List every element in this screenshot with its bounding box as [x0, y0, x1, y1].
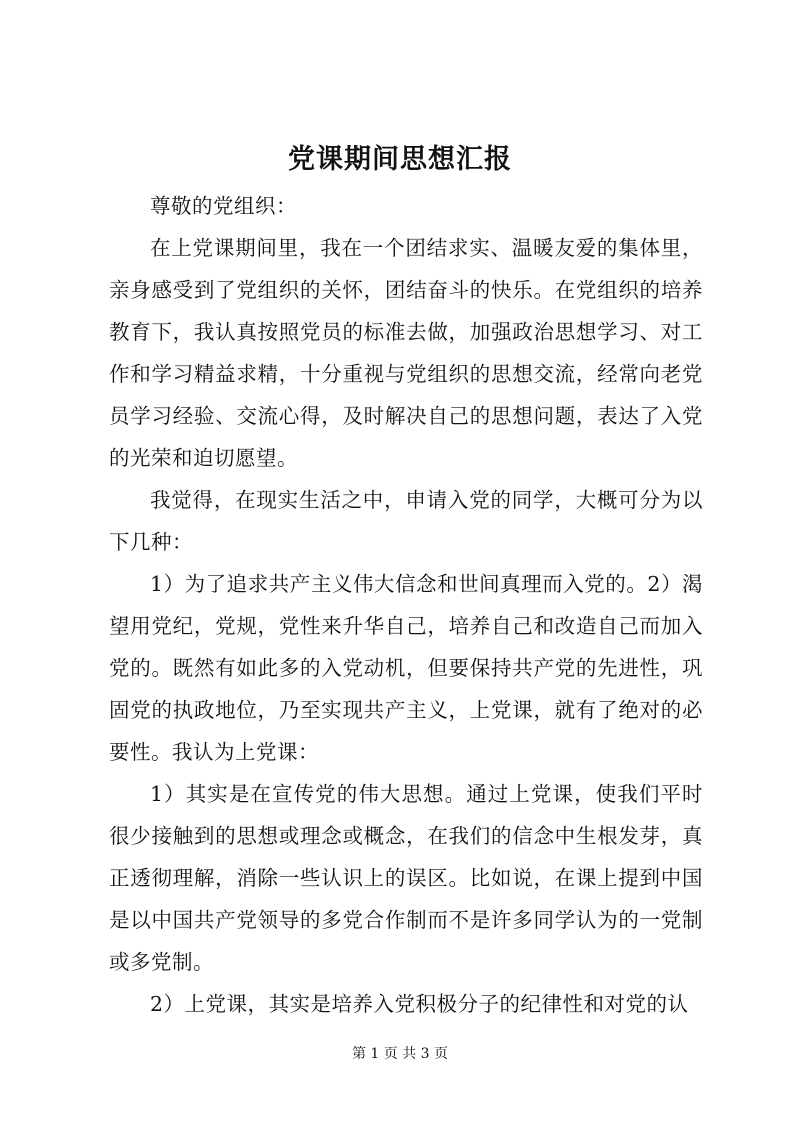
paragraph: 1）为了追求共产主义伟大信念和世间真理而入党的。2）渴望用党纪，党规，党性来升华自己，培养自己和改造自己而加入党的。既然有如此多的入党动机，但要保持共产党的先进性，巩固党的执政地位，乃至实现共产主义，上党课，就有了绝对的必要性。我认为上党课：	[109, 572, 703, 764]
paragraph: 在上党课期间里，我在一个团结求实、温暖友爱的集体里，亲身感受到了党组织的关怀，团结奋斗的快乐。在党组织的培养教育下，我认真按照党员的标准去做，加强政治思想学习、对工作和学习精益求精，十分重视与党组织的思想交流，经常向老党员学习经验、交流心得，及时解决自己的思想问题，表达了入党的光荣和迫切愿望。	[109, 236, 703, 470]
document-body	[109, 185, 703, 1025]
paragraph: 我觉得，在现实生活之中，申请入党的同学，大概可分为以下几种：	[109, 488, 703, 554]
paragraph: 2）上党课，其实是培养入党积极分子的纪律性和对党的认	[150, 992, 689, 1016]
salutation: 尊敬的党组织：	[150, 194, 297, 218]
paragraph: 1）其实是在宣传党的伟大思想。通过上党课，使我们平时很少接触到的思想或理念或概念，在我们的信念中生根发芽，真正透彻理解，消除一些认识上的误区。比如说，在课上提到中国是以中国共产党领导的多党合作制而不是许多同学认为的一党制或多党制。	[109, 782, 703, 974]
page-number-footer: 第 1 页 共 3 页	[351, 1046, 449, 1062]
document-title: 党课期间思想汇报	[288, 144, 512, 175]
